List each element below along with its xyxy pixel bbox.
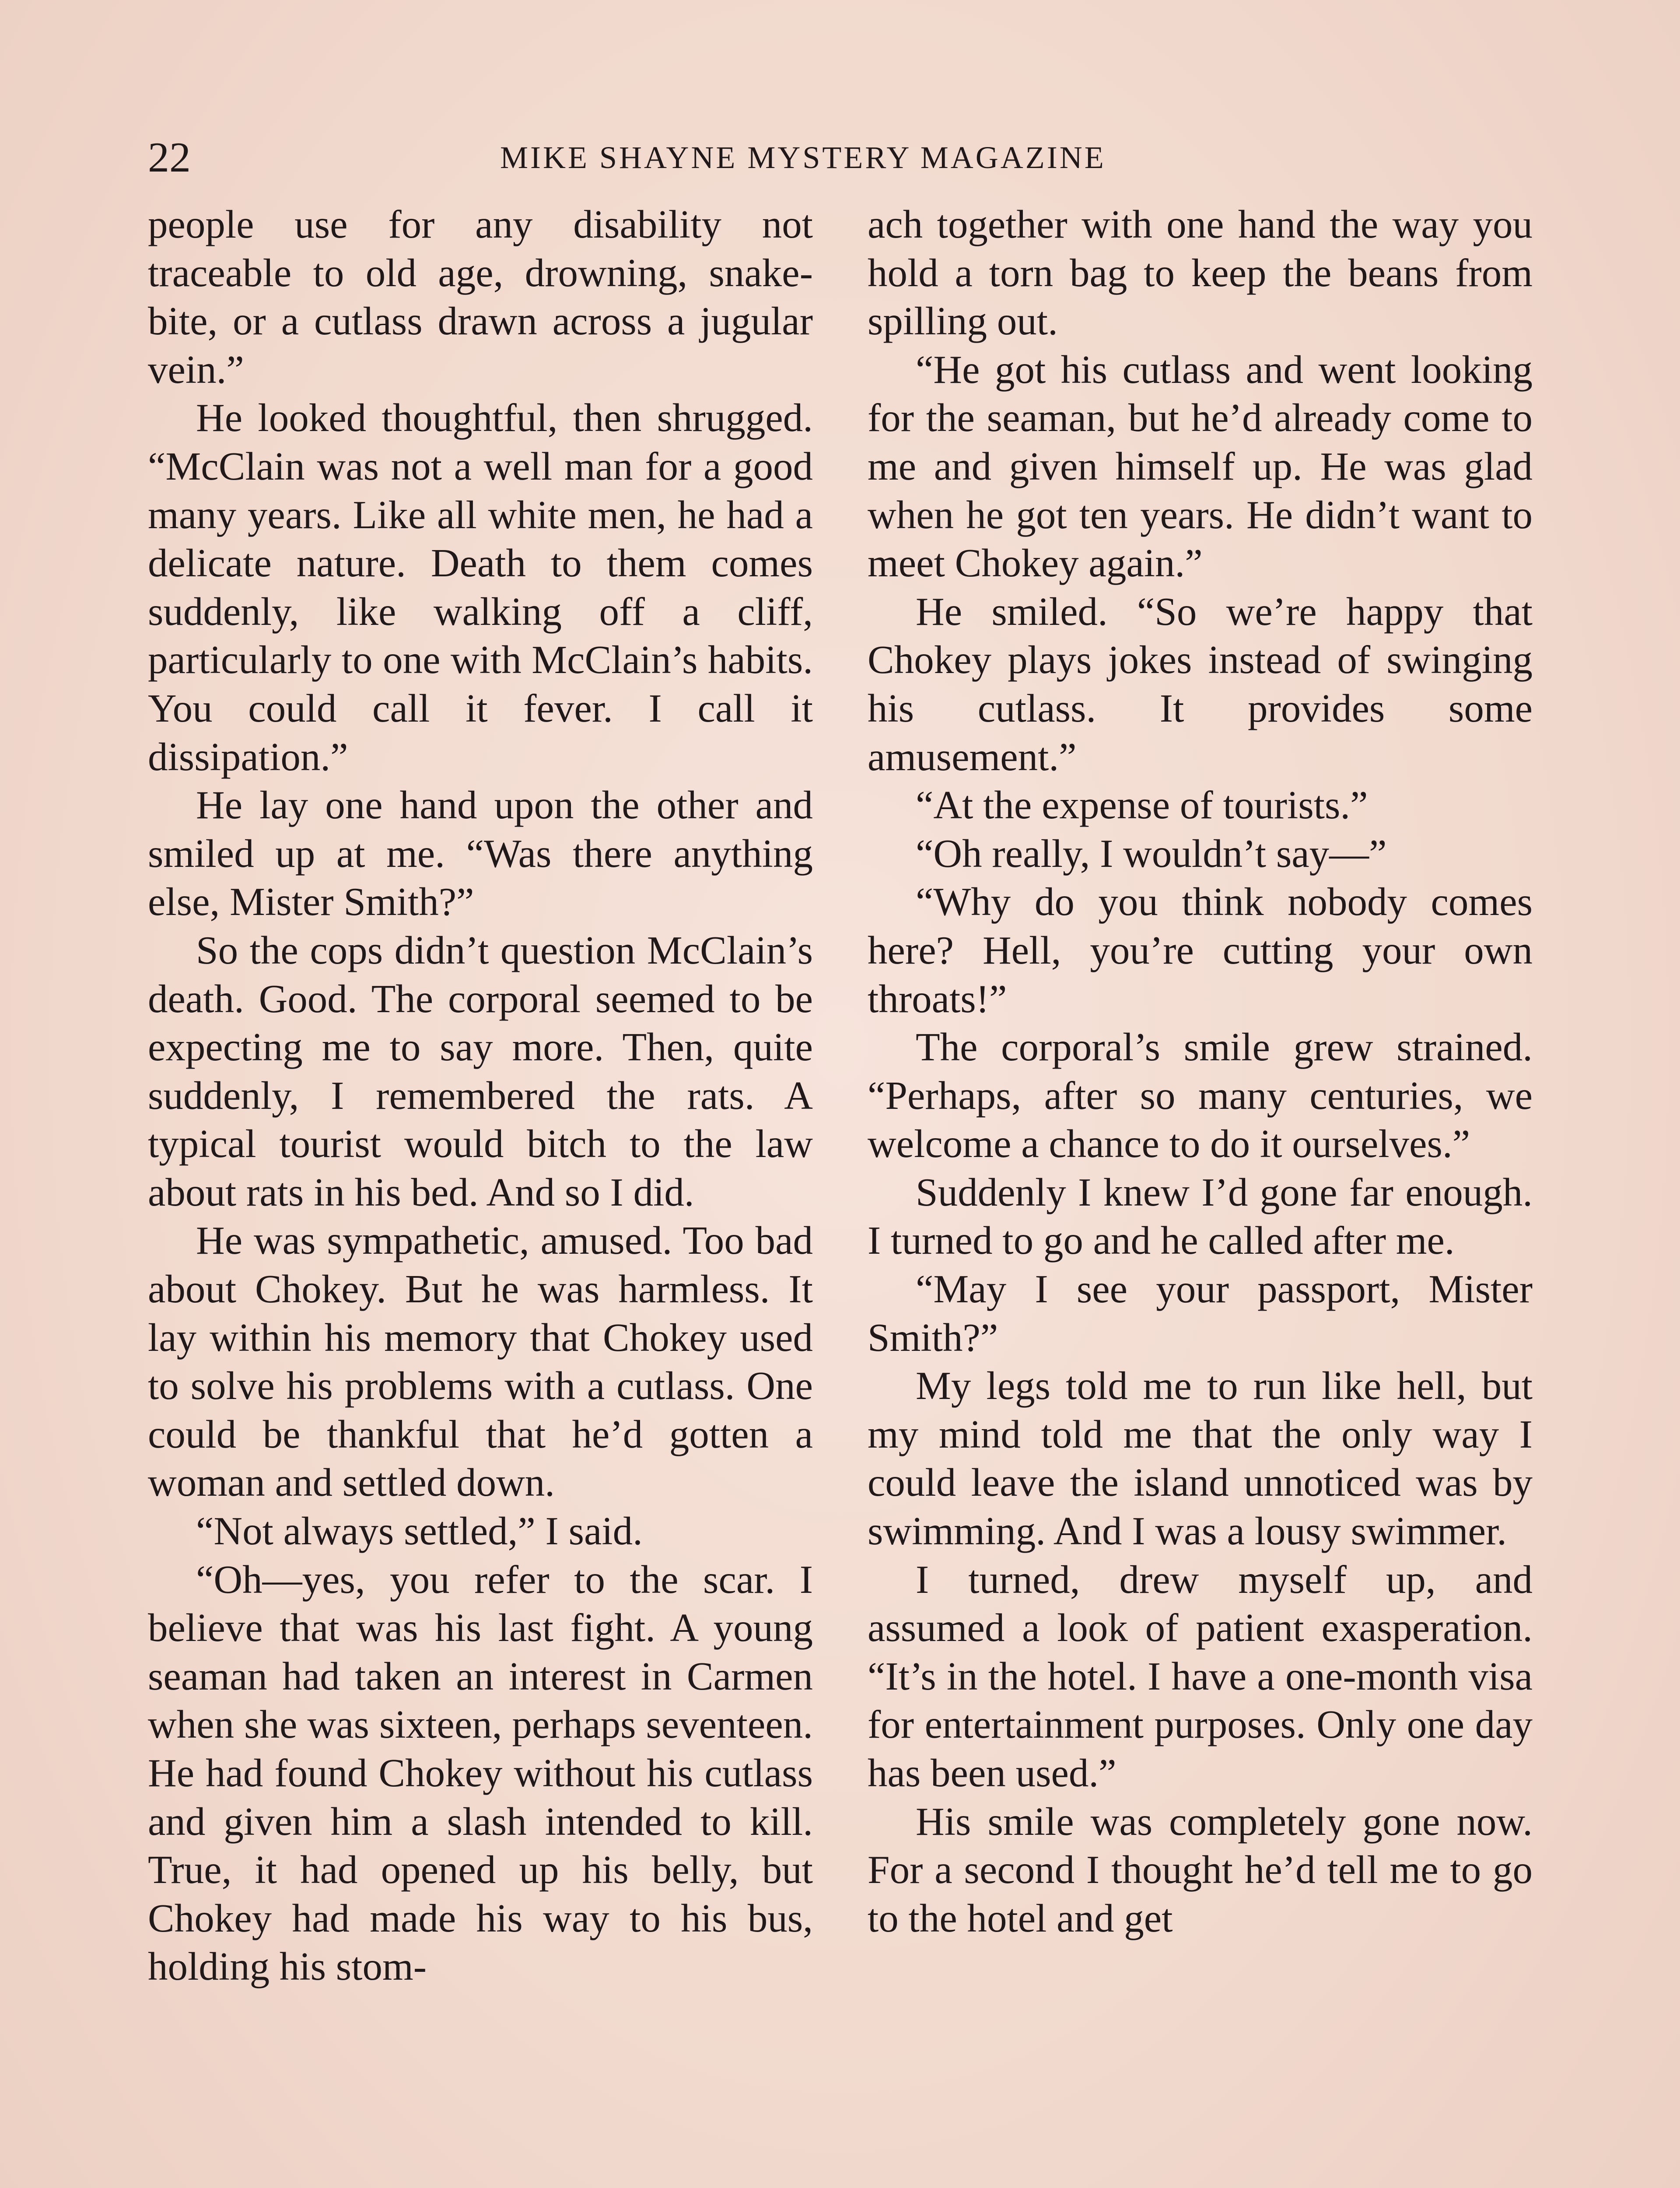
- paragraph: “Not always settled,” I said.: [196, 1509, 643, 1553]
- paragraph: His smile was completely gone now. For a second I thought he’d tell me to go to the hotel and get: [868, 1799, 1533, 1940]
- paragraph: He looked thoughtful, then shrugged. “McClain was not a well man for a good many years. Like all white men, he had a delicate nature. Death to them comes suddenly, like walking off a cliff, particularly to one with McClain’s habits. You could call it fever. I call it dissipation.”: [148, 396, 813, 779]
- paragraph: So the cops didn’t question McClain’s death. Good. The corporal seemed to be expecting me to say more. Then, quite suddenly, I remembered the rats. A typical tourist would bitch to the law about rats in his bed. And so I did.: [148, 928, 813, 1214]
- paragraph: Suddenly I knew I’d gone far enough. I turned to go and he called after me.: [868, 1170, 1533, 1263]
- paragraph: ach together with one hand the way you hold a torn bag to keep the beans from spilling out.: [868, 202, 1533, 344]
- page-number: 22: [148, 134, 191, 181]
- paragraph: people use for any disability not traceable to old age, drowning, snake-bite, or a cutlass drawn across a jugular vein.”: [148, 202, 813, 392]
- paragraph: I turned, drew myself up, and assumed a look of patient exasperation. “It’s in the hotel. I have a one-month visa for entertainment purposes. Only one day has been used.”: [868, 1557, 1533, 1795]
- paragraph: My legs told me to run like hell, but my mind told me that the only way I could leave the island unnoticed was by swimming. And I was a lousy swimmer.: [868, 1364, 1533, 1553]
- paragraph: “Why do you think nobody comes here? Hell, you’re cutting your own throats!”: [868, 880, 1533, 1021]
- page-header: [148, 131, 1189, 184]
- paragraph: “At the expense of tourists.”: [916, 783, 1368, 828]
- paragraph: “May I see your passport, Mister Smith?”: [868, 1267, 1533, 1360]
- paragraph: “He got his cutlass and went looking for the seaman, but he’d already come to me and given himself up. He was glad when he got ten years. He didn’t want to meet Chokey again.”: [868, 347, 1533, 586]
- paragraph: The corporal’s smile grew strained. “Perhaps, after so many centuries, we welcome a chance to do it ourselves.”: [868, 1025, 1533, 1166]
- paragraph: “Oh—yes, you refer to the scar. I believe that was his last fight. A young seaman had taken an interest in Carmen when she was sixteen, perhaps seventeen. He had found Chokey without his cutlass and given him a slash intended to kill. True, it had opened up his belly, but Chokey had made his way to his bus, holding his stom-: [148, 1557, 813, 1989]
- running-title: MIKE SHAYNE MYSTERY MAGAZINE: [500, 140, 1106, 175]
- paragraph: He lay one hand upon the other and smiled up at me. “Was there anything else, Mister Smith?”: [148, 783, 813, 924]
- right-column: [868, 200, 1533, 1943]
- paragraph: “Oh really, I wouldn’t say—”: [916, 831, 1387, 876]
- left-column: [148, 200, 813, 1991]
- paragraph: He smiled. “So we’re happy that Chokey plays jokes instead of swinging his cutlass. It provides some amusement.”: [868, 589, 1533, 779]
- paragraph: He was sympathetic, amused. Too bad about Chokey. But he was harmless. It lay within his memory that Chokey used to solve his problems with a cutlass. One could be thankful that he’d gotten a woman and settled down.: [148, 1218, 813, 1505]
